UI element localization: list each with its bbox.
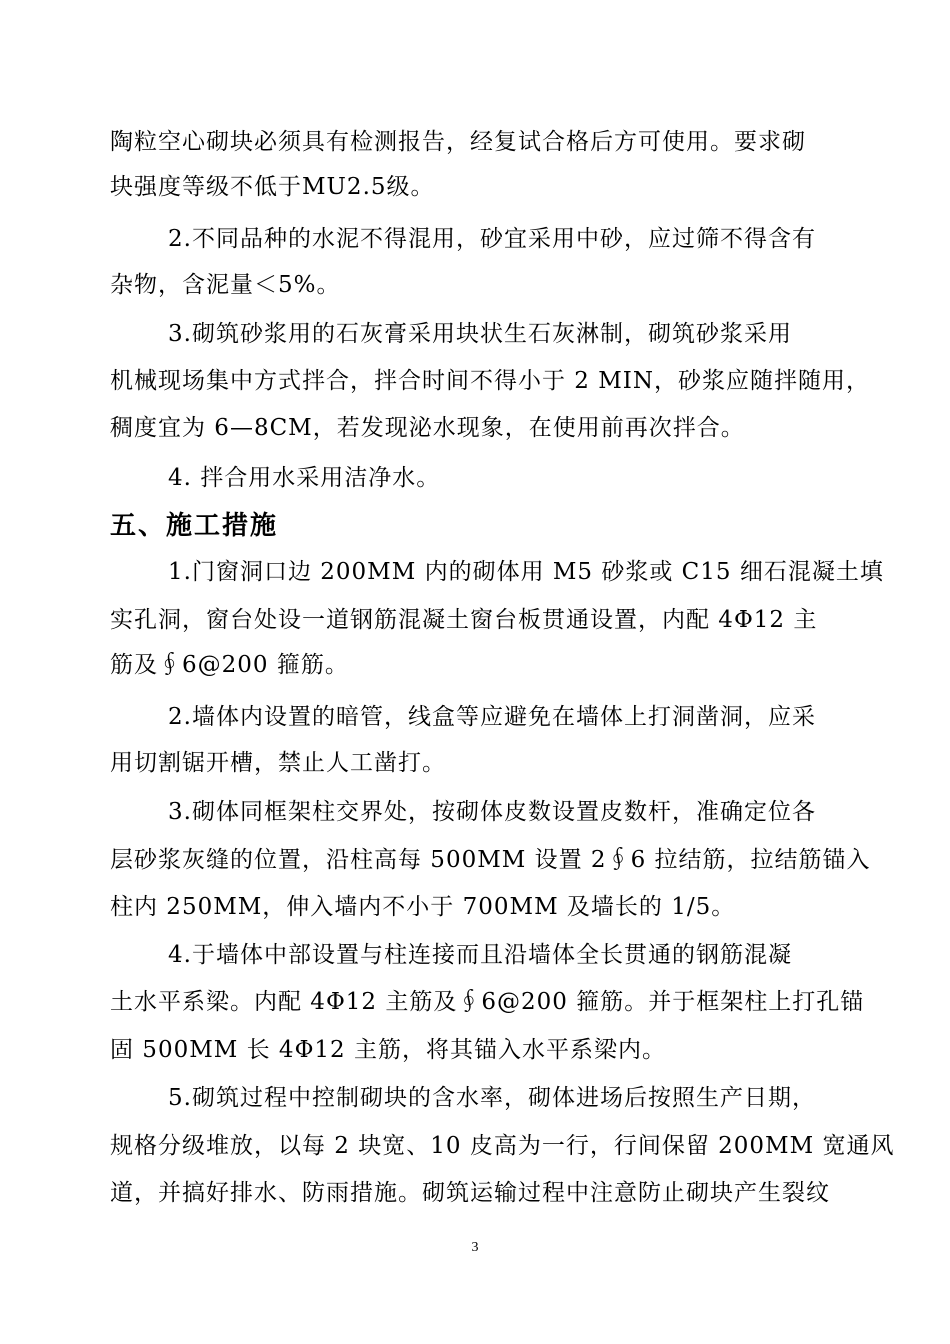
paragraph-line: 2.墙体内设置的暗管，线盒等应避免在墙体上打洞凿洞，应采 [168, 704, 816, 730]
paragraph-line: 5.砌筑过程中控制砌块的含水率，砌体进场后按照生产日期， [168, 1085, 816, 1111]
page-number: 3 [471, 1240, 479, 1255]
paragraph-line: 柱内 250MM，伸入墙内不小于 700MM 及墙长的 1/5。 [110, 894, 736, 920]
paragraph-line: 实孔洞，窗台处设一道钢筋混凝土窗台板贯通设置，内配 4Φ12 主 [110, 607, 818, 633]
paragraph-line: 1.门窗洞口边 200MM 内的砌体用 M5 砂浆或 C15 细石混凝土填 [168, 559, 884, 585]
paragraph-line: 块强度等级不低于MU2.5级。 [110, 174, 435, 200]
paragraph-line: 稠度宜为 6—8CM，若发现泌水现象，在使用前再次拌合。 [110, 415, 745, 441]
paragraph-line: 土水平系梁。内配 4Φ12 主筋及∮6@200 箍筋。并于框架柱上打孔锚 [110, 989, 865, 1015]
paragraph-line: 3.砌体同框架柱交界处，按砌体皮数设置皮数杆，准确定位各 [168, 799, 816, 825]
paragraph-line: 用切割锯开槽，禁止人工凿打。 [110, 750, 446, 776]
paragraph-line: 固 500MM 长 4Φ12 主筋，将其锚入水平系梁内。 [110, 1037, 667, 1063]
paragraph-line: 筋及∮6@200 箍筋。 [110, 652, 349, 678]
paragraph-line: 机械现场集中方式拌合，拌合时间不得小于 2 MIN，砂浆应随拌随用， [110, 368, 871, 394]
paragraph-line: 规格分级堆放，以每 2 块宽、10 皮高为一行，行间保留 200MM 宽通风 [110, 1133, 895, 1159]
paragraph-line: 陶粒空心砌块必须具有检测报告，经复试合格后方可使用。要求砌 [110, 129, 806, 155]
paragraph-line: 4.于墙体中部设置与柱连接而且沿墙体全长贯通的钢筋混凝 [168, 942, 792, 968]
paragraph-line: 4. 拌合用水采用洁净水。 [168, 465, 441, 491]
section-heading: 五、施工措施 [110, 511, 279, 541]
paragraph-line: 道，并搞好排水、防雨措施。砌筑运输过程中注意防止砌块产生裂纹 [110, 1180, 830, 1206]
paragraph-line: 3.砌筑砂浆用的石灰膏采用块状生石灰淋制，砌筑砂浆采用 [168, 321, 792, 347]
paragraph-line: 层砂浆灰缝的位置，沿柱高每 500MM 设置 2∮6 拉结筋，拉结筋锚入 [110, 847, 871, 873]
paragraph-line: 杂物，含泥量＜5%。 [110, 272, 341, 298]
paragraph-line: 2.不同品种的水泥不得混用，砂宜采用中砂，应过筛不得含有 [168, 226, 816, 252]
